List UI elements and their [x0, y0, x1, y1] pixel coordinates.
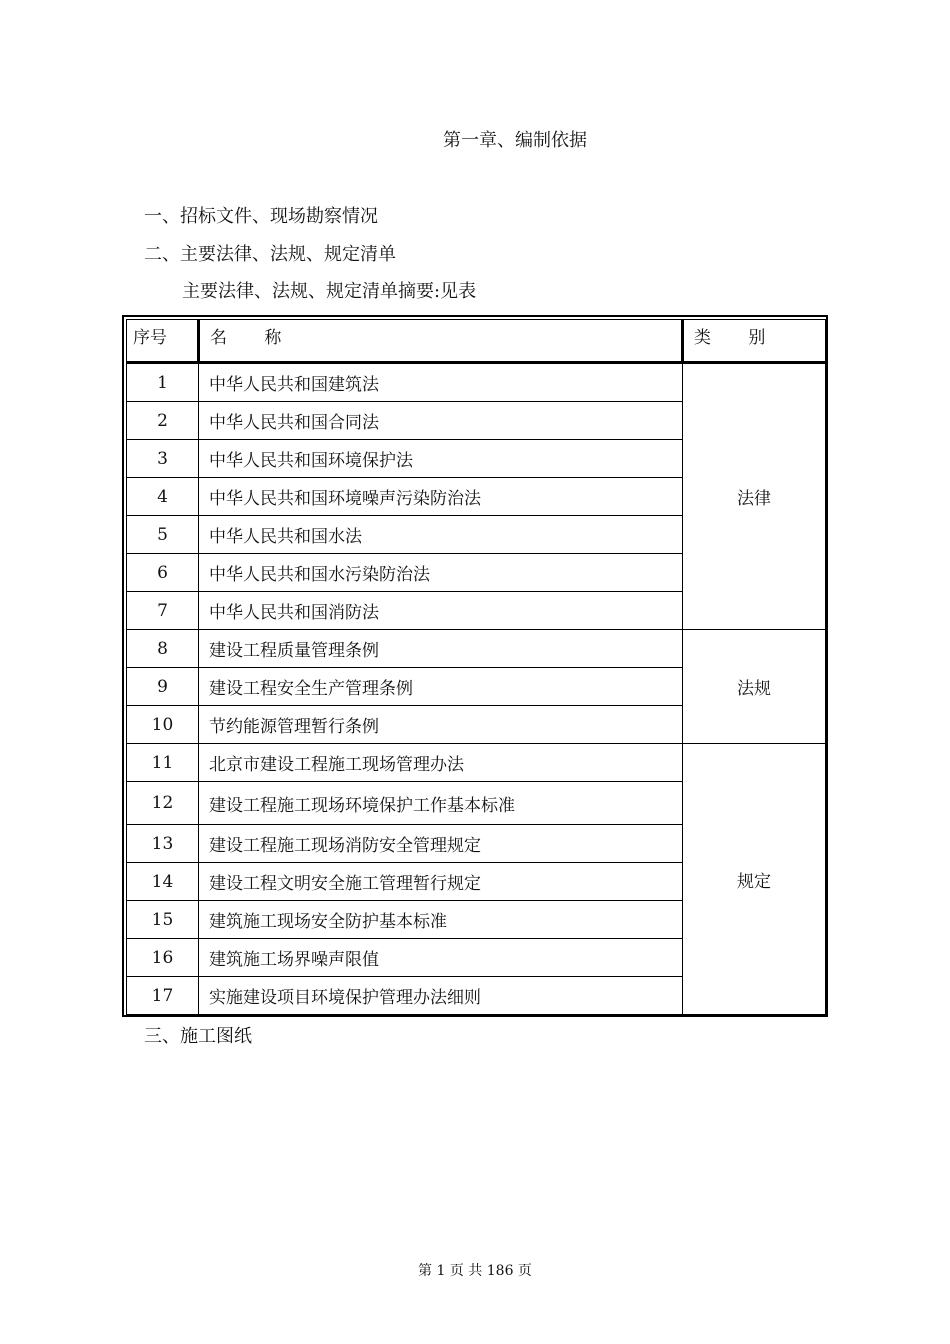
row-name: 中华人民共和国水法	[199, 516, 683, 554]
row-name: 建设工程施工现场环境保护工作基本标准	[199, 782, 683, 825]
row-index: 7	[127, 592, 199, 630]
regulations-table	[126, 319, 826, 1015]
row-index: 8	[127, 630, 199, 668]
header-category-char-2: 别	[748, 328, 766, 348]
header-name	[199, 320, 683, 363]
row-name: 实施建设项目环境保护管理办法细则	[199, 977, 683, 1015]
row-index: 1	[127, 363, 199, 402]
row-index: 4	[127, 478, 199, 516]
chapter-title: 第一章、编制依据	[443, 130, 587, 151]
header-name-char-1: 名	[210, 328, 227, 348]
category-regulation: 法规	[683, 630, 826, 744]
row-name: 建设工程安全生产管理条例	[199, 668, 683, 706]
page-footer: 第 1 页 共 186 页	[418, 1263, 532, 1279]
row-name: 中华人民共和国环境噪声污染防治法	[199, 478, 683, 516]
header-name-char-2: 称	[264, 328, 282, 348]
row-index: 17	[127, 977, 199, 1015]
row-index: 2	[127, 402, 199, 440]
section-heading-3: 三、施工图纸	[144, 1026, 252, 1047]
header-category	[683, 320, 826, 363]
table-row	[127, 744, 826, 782]
row-index: 3	[127, 440, 199, 478]
row-index: 13	[127, 825, 199, 863]
row-name: 北京市建设工程施工现场管理办法	[199, 744, 683, 782]
section-2-note: 主要法律、法规、规定清单摘要:见表	[182, 281, 477, 302]
row-name: 建设工程质量管理条例	[199, 630, 683, 668]
category-rule: 规定	[683, 744, 826, 1015]
row-name: 中华人民共和国水污染防治法	[199, 554, 683, 592]
row-name: 建筑施工现场安全防护基本标准	[199, 901, 683, 939]
header-category-char-1: 类	[694, 328, 711, 348]
row-index: 11	[127, 744, 199, 782]
row-name: 建设工程施工现场消防安全管理规定	[199, 825, 683, 863]
row-name: 建筑施工场界噪声限值	[199, 939, 683, 977]
row-index: 16	[127, 939, 199, 977]
row-index: 12	[127, 782, 199, 825]
row-index: 9	[127, 668, 199, 706]
table-header-row	[127, 320, 826, 363]
row-name: 中华人民共和国环境保护法	[199, 440, 683, 478]
section-heading-2: 二、主要法律、法规、规定清单	[144, 244, 396, 265]
row-index: 10	[127, 706, 199, 744]
row-index: 14	[127, 863, 199, 901]
header-index: 序号	[127, 320, 199, 363]
row-index: 5	[127, 516, 199, 554]
section-heading-1: 一、招标文件、现场勘察情况	[144, 206, 378, 227]
category-law: 法律	[683, 363, 826, 630]
row-name: 中华人民共和国建筑法	[199, 363, 683, 402]
table-row	[127, 630, 826, 668]
row-name: 中华人民共和国消防法	[199, 592, 683, 630]
row-name: 节约能源管理暂行条例	[199, 706, 683, 744]
row-index: 6	[127, 554, 199, 592]
table-row	[127, 363, 826, 402]
row-name: 中华人民共和国合同法	[199, 402, 683, 440]
row-index: 15	[127, 901, 199, 939]
row-name: 建设工程文明安全施工管理暂行规定	[199, 863, 683, 901]
